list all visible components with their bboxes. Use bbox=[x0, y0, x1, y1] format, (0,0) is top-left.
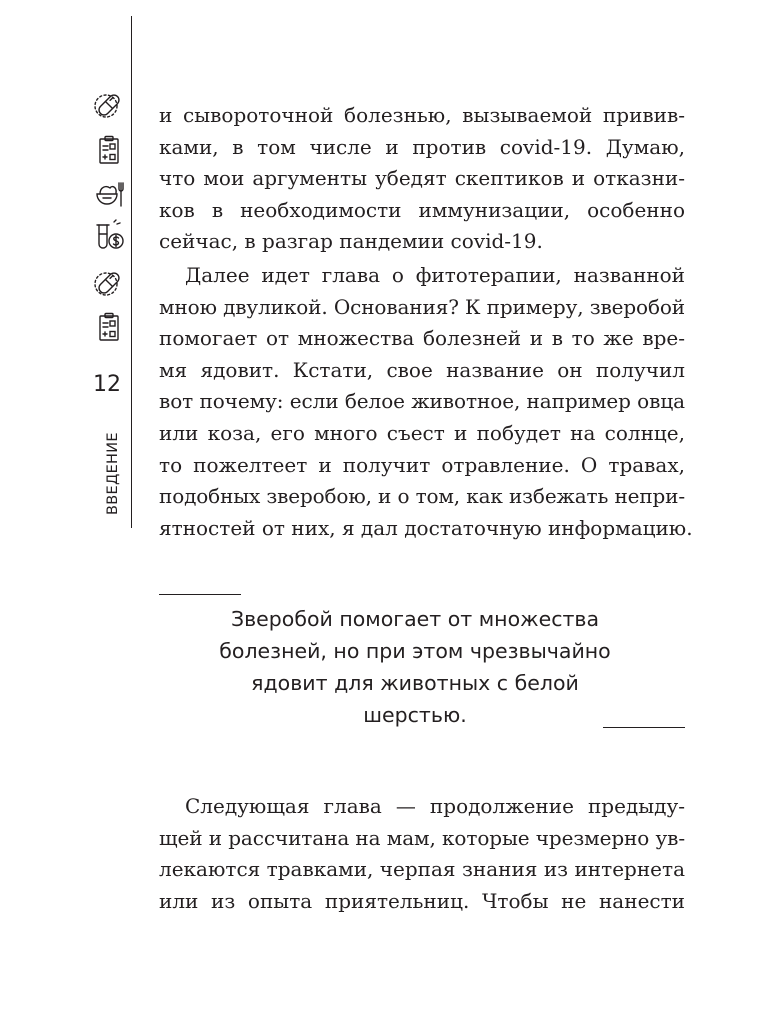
text-line: или из опыта приятельниц. Чтобы не нанести bbox=[159, 888, 685, 913]
text-line: и сывороточной болезнью, вызываемой привив- bbox=[159, 103, 685, 127]
text-line: лекаются травками, черпая знания из интернета bbox=[159, 857, 685, 882]
text-line: подобных зверобою, и о том, как избежать непри- bbox=[159, 484, 685, 509]
pull-quote-rule-bottom bbox=[603, 727, 685, 728]
margin-divider bbox=[131, 16, 132, 528]
text-line: Следующая глава — продолжение предыду- bbox=[185, 794, 685, 818]
text-line: Далее идет глава о фитотерапии, названной bbox=[185, 263, 685, 287]
pill-capsule-icon bbox=[92, 88, 126, 122]
text-line: мною двуликой. Основания? К примеру, зверобой bbox=[159, 294, 686, 319]
text-line: ятностей от них, я дал достаточную информацию. bbox=[159, 515, 693, 540]
text-line: то пожелтеет и получит отравление. О травах, bbox=[159, 452, 685, 477]
pill-capsule-icon bbox=[92, 266, 126, 300]
page-number: 12 bbox=[93, 372, 121, 397]
pull-quote-rule-top bbox=[159, 594, 241, 595]
paragraph-2 bbox=[159, 260, 693, 544]
text-line: ками, в том числе и против covid-19. Думаю, bbox=[159, 134, 685, 159]
text-line: вот почему: если белое животное, например овца bbox=[159, 389, 685, 414]
pull-quote-line: ядовит для животных с белой bbox=[251, 671, 579, 695]
test-tube-money-icon bbox=[92, 219, 126, 253]
text-line: мя ядовит. Кстати, свое название он получил bbox=[159, 357, 685, 382]
pull-quote bbox=[175, 603, 655, 731]
pull-quote-line: Зверобой помогает от множества bbox=[230, 607, 600, 631]
clipboard-chart-icon bbox=[92, 133, 126, 167]
paragraph-1 bbox=[159, 100, 685, 258]
text-line: что мои аргументы убедят скептиков и отказни- bbox=[159, 166, 685, 191]
section-title: ВВЕДЕНИЕ bbox=[105, 432, 121, 515]
clipboard-chart-icon bbox=[92, 310, 126, 344]
pull-quote-line: болезней, но при этом чрезвычайно bbox=[219, 639, 611, 663]
text-line: ков в необходимости иммунизации, особенно bbox=[159, 197, 685, 222]
text-line: или коза, его много съест и побудет на солнце, bbox=[159, 420, 685, 445]
text-line: сейчас, в разгар пандемии covid-19. bbox=[159, 229, 543, 254]
paragraph-3 bbox=[159, 791, 685, 917]
text-line: помогает от множества болезней и в то же вре- bbox=[159, 326, 685, 351]
pull-quote-line: шерстью. bbox=[363, 703, 467, 727]
text-line: щей и рассчитана на мам, которые чрезмерно ув- bbox=[159, 825, 685, 850]
salad-bowl-icon bbox=[92, 177, 126, 211]
